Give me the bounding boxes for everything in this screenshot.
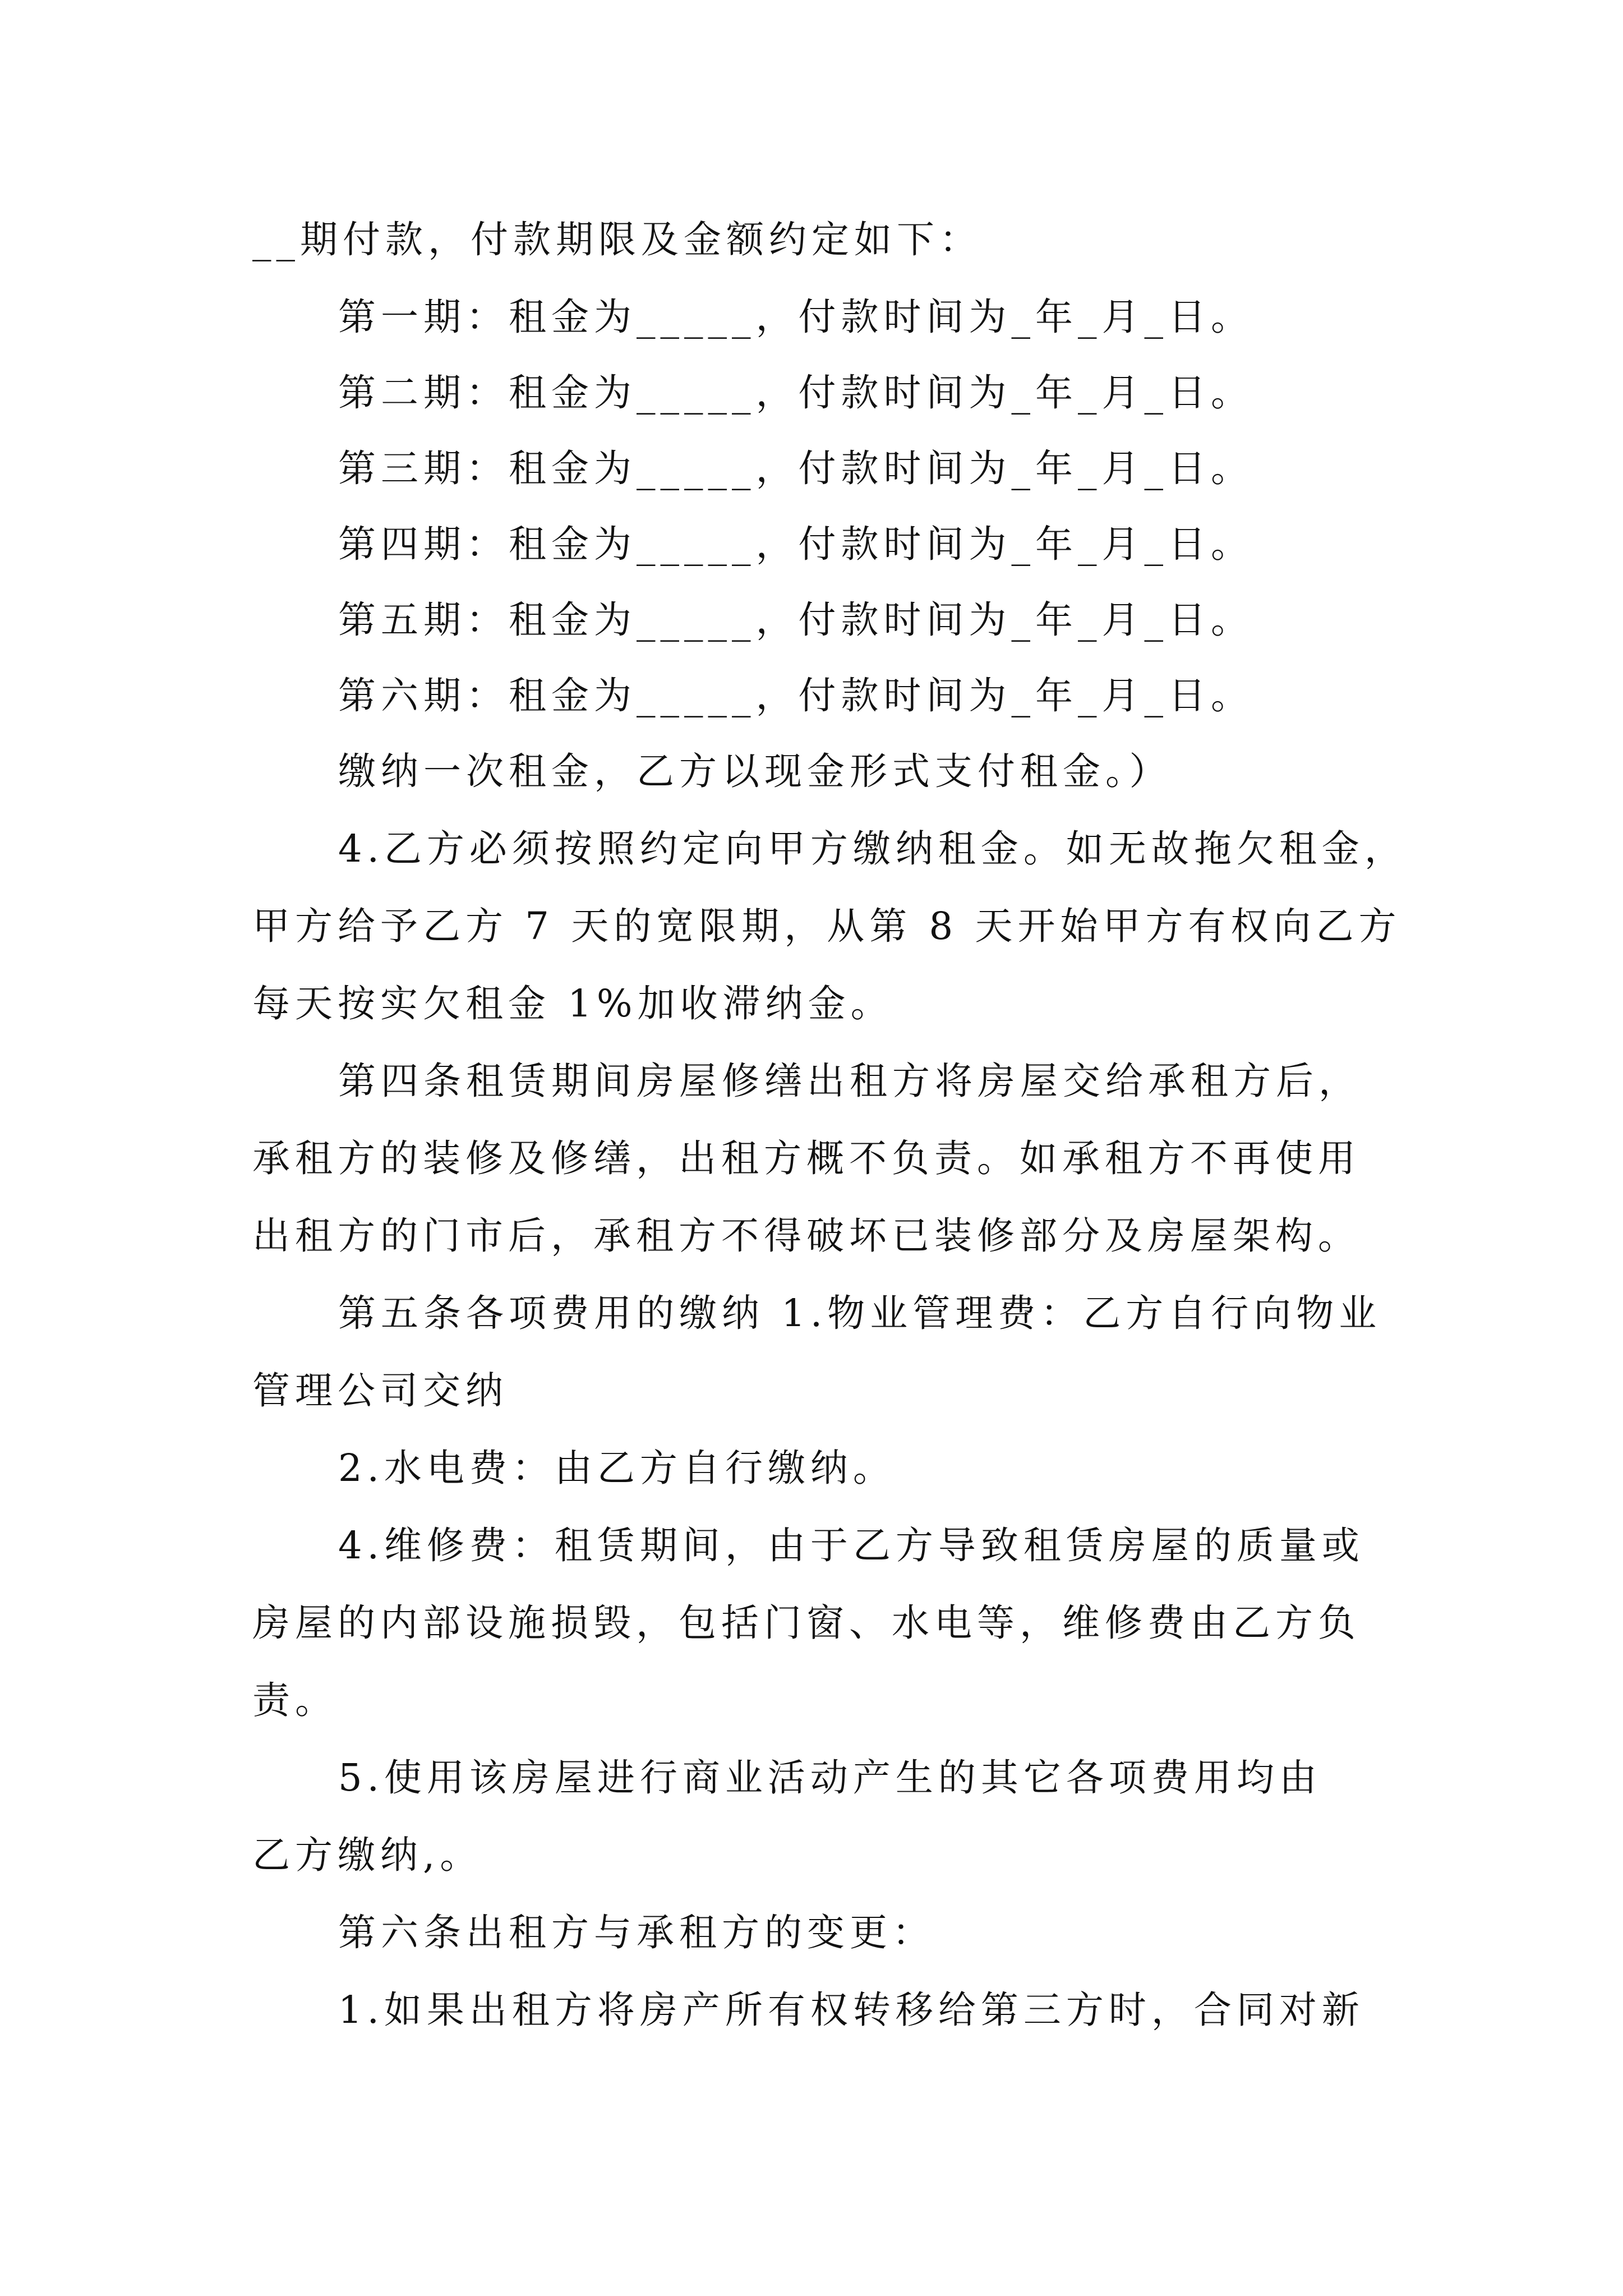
text-line: 管理公司交纳 [252, 1369, 508, 1412]
text-line: 第三期：租金为_____，付款时间为_年_月_日。 [338, 447, 1253, 490]
text-line: 第五期：租金为_____，付款时间为_年_月_日。 [338, 598, 1253, 642]
text-line: 承租方的装修及修缮，出租方概不负责。如承租方不再使用 [252, 1137, 1361, 1180]
text-line: 缴纳一次租金，乙方以现金形式支付租金。） [338, 749, 1172, 793]
text-line: 第六期：租金为_____，付款时间为_年_月_日。 [338, 674, 1253, 717]
text-line: 第六条出租方与承租方的变更： [338, 1911, 935, 1954]
text-line: 4.维修费：租赁期间，由于乙方导致租赁房屋的质量或 [338, 1524, 1364, 1567]
text-line: 第一期：租金为_____，付款时间为_年_月_日。 [338, 295, 1253, 339]
text-line: 第四条租赁期间房屋修缮出租方将房屋交给承租方后， [338, 1059, 1361, 1103]
text-line: 出租方的门市后，承租方不得破坏已装修部分及房屋架构。 [252, 1214, 1361, 1258]
text-line: 2.水电费：由乙方自行缴纳。 [338, 1446, 896, 1490]
text-line: 5.使用该房屋进行商业活动产生的其它各项费用均由 [338, 1756, 1322, 1800]
text-line: __期付款，付款期限及金额约定如下： [252, 218, 982, 261]
text-line: 第四期：租金为_____，付款时间为_年_月_日。 [338, 522, 1253, 566]
text-line: 1.如果出租方将房产所有权转移给第三方时，合同对新 [338, 1988, 1364, 2032]
text-line: 甲方给予乙方 7 天的宽限期，从第 8 天开始甲方有权向乙方 [252, 904, 1401, 948]
text-line: 责。 [252, 1678, 338, 1722]
text-line: 第二期：租金为_____，付款时间为_年_月_日。 [338, 371, 1253, 415]
text-line: 房屋的内部设施损毁，包括门窗、水电等，维修费由乙方负 [252, 1601, 1361, 1645]
text-line: 乙方缴纳,。 [252, 1833, 483, 1877]
text-line: 4.乙方必须按照约定向甲方缴纳租金。如无故拖欠租金， [338, 827, 1407, 871]
text-line: 每天按实欠租金 1%加收滞纳金。 [252, 982, 893, 1025]
text-line: 第五条各项费用的缴纳 1.物业管理费：乙方自行向物业 [338, 1291, 1382, 1335]
